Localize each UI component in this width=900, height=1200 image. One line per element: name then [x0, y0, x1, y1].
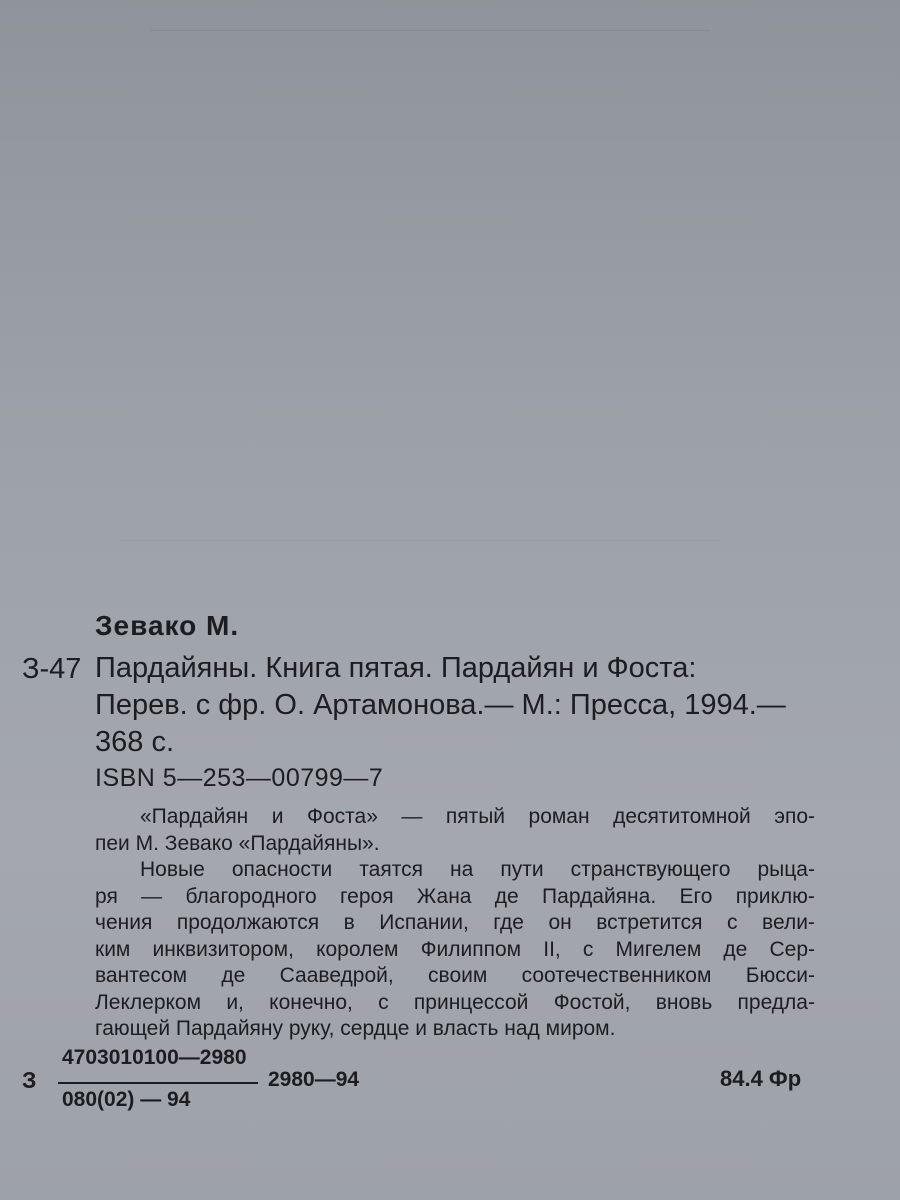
annotation-word: Филиппом [420, 937, 522, 961]
annotation-word: десятитомной [613, 805, 751, 828]
annotation-word: опасности [231, 858, 333, 881]
biblio-line: Перев. с фр. О. Артамонова.— М.: Пресса, 1994.— [95, 689, 786, 721]
isbn: ISBN 5—253—00799—7 [95, 764, 384, 792]
annotation-word: «Пардайян [140, 805, 249, 828]
annotation-word: де [221, 964, 246, 987]
annotation-word: Бюсси- [745, 964, 815, 987]
annotation-word: Сер- [769, 937, 815, 961]
annotation-word: Пардайяна. [542, 884, 657, 908]
annotation-word: Леклерком [95, 990, 202, 1014]
annotation-word: Новые [140, 858, 205, 881]
annotation-line [95, 804, 815, 831]
annotation-word: пятый [445, 805, 506, 828]
annotation-word: инквизитором, [152, 937, 294, 961]
annotation-word: эпо- [774, 805, 815, 828]
classification-numerator: 4703010100—2980 [62, 1046, 247, 1069]
annotation-word: чения [95, 911, 153, 934]
annotation-word: — [141, 884, 163, 908]
annotation-word: вновь [655, 990, 713, 1014]
annotation [95, 804, 815, 1043]
annotation-word: вантесом [95, 964, 188, 987]
annotation-word: странствующего [570, 858, 731, 881]
annotation-word: встретится [596, 911, 703, 934]
annotation-line [95, 963, 815, 990]
annotation-word: своим [428, 964, 488, 987]
annotation-word: героя [339, 884, 394, 908]
annotation-word: приклю- [735, 884, 815, 908]
annotation-word: Испании, [379, 911, 469, 934]
annotation-word: Фоста» [306, 805, 378, 828]
annotation-word: на [450, 858, 474, 881]
annotation-word: Фостой, [553, 990, 631, 1014]
classification-index: 2980—94 [268, 1068, 360, 1091]
annotation-line [95, 831, 815, 858]
biblio-line: Пардайяны. Книга пятая. Пардайян и Фоста: [95, 652, 697, 684]
fraction-rule [58, 1082, 258, 1084]
annotation-line [95, 990, 815, 1017]
annotation-word: предла- [737, 990, 815, 1014]
classification-footer [0, 1040, 900, 1150]
annotation-line [95, 1016, 815, 1043]
annotation-text: пеи М. Зевако «Пардайяны». [95, 831, 380, 855]
bibliographic-description [95, 650, 815, 761]
annotation-word: Его [679, 884, 713, 908]
annotation-word: и, [226, 990, 244, 1014]
annotation-word: Сааведрой, [279, 964, 394, 987]
annotation-line [95, 910, 815, 937]
annotation-text: гающей Пардайяну руку, сердце и власть над миром. [95, 1017, 616, 1040]
annotation-word: де [494, 884, 519, 908]
annotation-word: с [378, 990, 389, 1014]
annotation-word: — [401, 805, 423, 828]
annotation-word: соотечественником [521, 964, 712, 987]
annotation-word: продолжаются [176, 911, 320, 934]
annotation-word: он [548, 911, 572, 934]
annotation-word: и [271, 805, 284, 828]
annotation-word: роман [528, 805, 590, 828]
annotation-word: королем [316, 937, 399, 961]
annotation-word: Мигелем [615, 937, 702, 961]
classification-denominator: 080(02) — 94 [62, 1088, 191, 1111]
annotation-word: благородного [185, 884, 317, 908]
annotation-word: где [493, 911, 524, 934]
annotation-word: вели- [762, 911, 815, 934]
annotation-word: ким [95, 937, 131, 961]
annotation-word: с [582, 937, 594, 961]
annotation-word: в [343, 911, 355, 934]
classification-prefix: З [22, 1067, 37, 1093]
annotation-word: таятся [359, 858, 423, 881]
annotation-word: пути [500, 858, 544, 881]
annotation-line [95, 884, 815, 911]
annotation-word: II, [543, 937, 561, 961]
bbk-code: 84.4 Фр [720, 1066, 802, 1091]
annotation-word: рыца- [757, 858, 815, 881]
author-name: Зевако М. [95, 610, 240, 641]
catalog-code: З-47 [22, 653, 82, 685]
annotation-line [95, 857, 815, 884]
biblio-line: 368 с. [95, 726, 174, 758]
annotation-word: де [723, 937, 748, 961]
annotation-word: ря [95, 884, 118, 908]
annotation-word: Жана [416, 884, 472, 908]
annotation-line [95, 937, 815, 964]
annotation-word: конечно, [269, 990, 353, 1014]
annotation-word: с [727, 911, 738, 934]
annotation-word: принцессой [413, 990, 529, 1014]
